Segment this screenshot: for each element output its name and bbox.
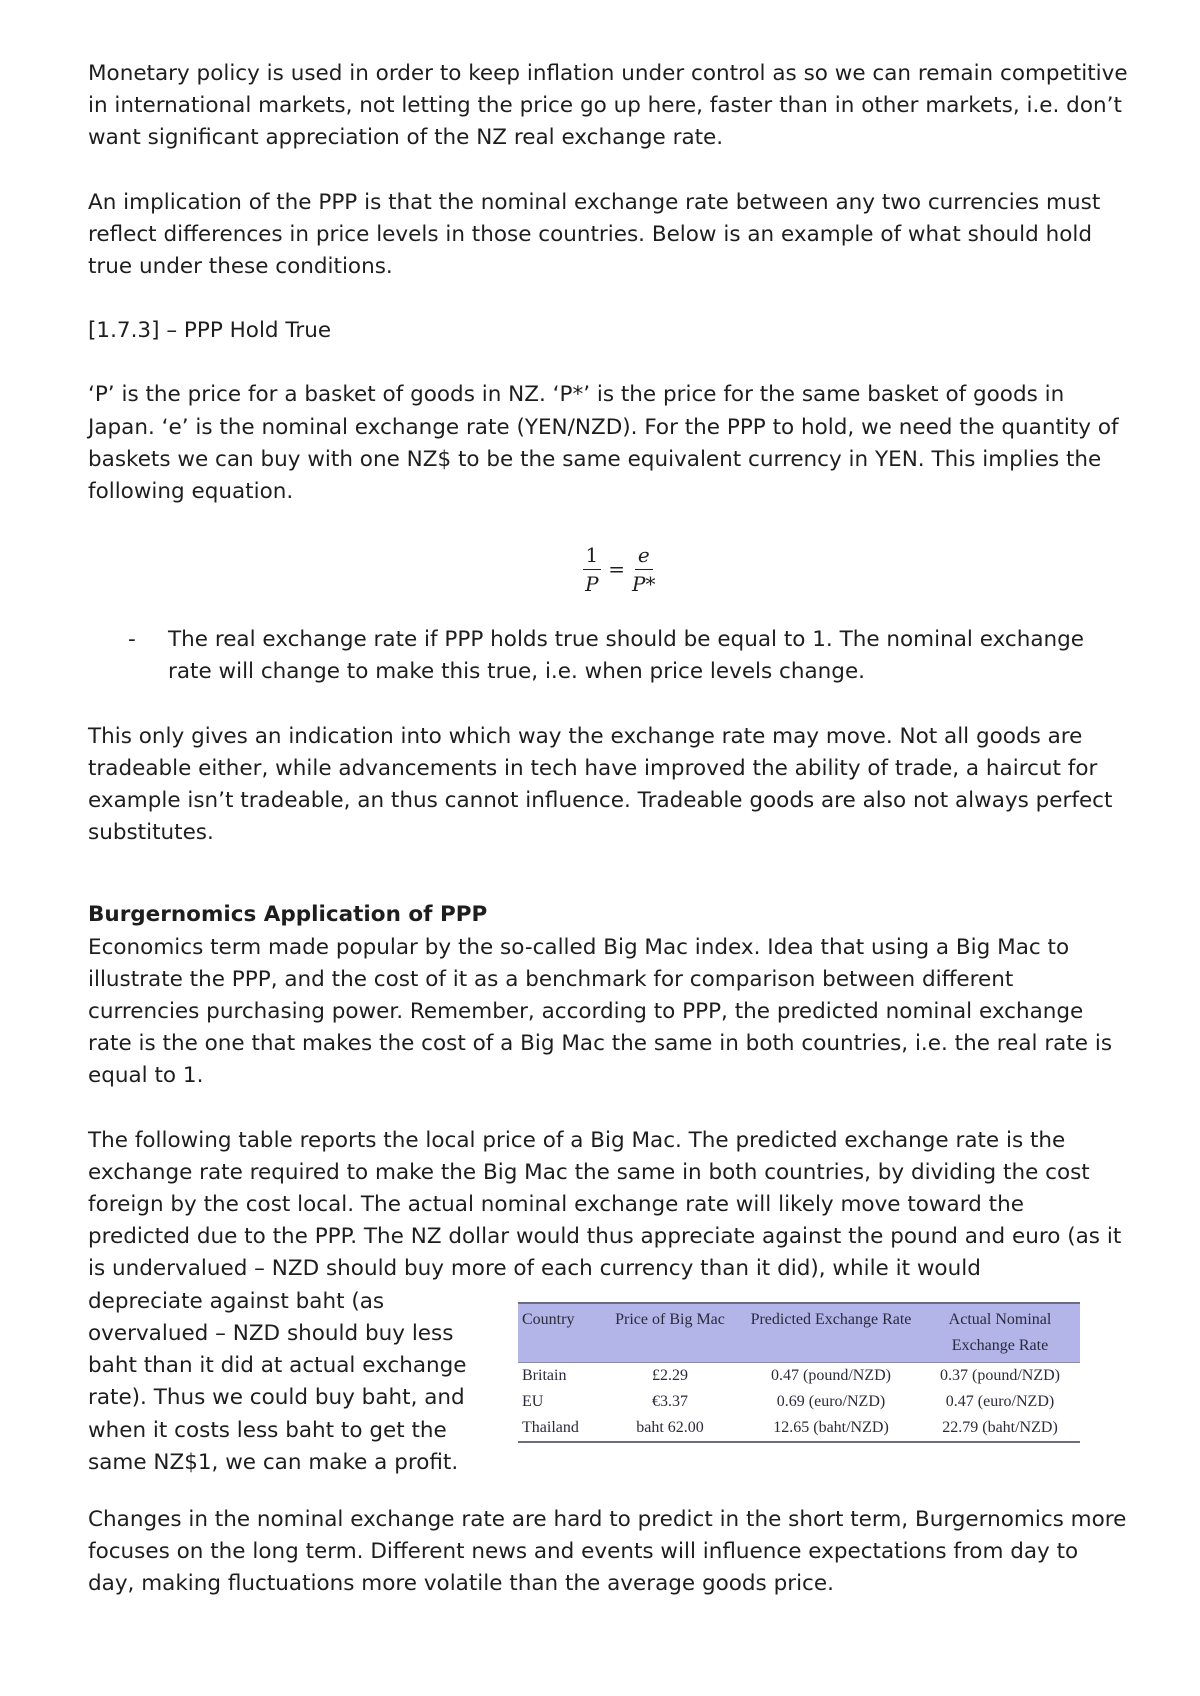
header-actual-rate: Actual Nominal Exchange Rate [920,1304,1080,1363]
equation-right-denominator: P* [632,571,656,596]
equation-right-numerator: e [635,543,653,570]
cell-actual-rate: 0.47 (euro/NZD) [945,1392,1055,1410]
bullet-item [88,624,1128,688]
equation-right-fraction [632,543,655,596]
section-reference: [1.7.3] – PPP Hold True [88,318,332,344]
heading-burgernomics: Burgernomics Application of PPP [88,902,488,928]
cell-country: Thailand [522,1418,579,1436]
cell-predicted-rate: 12.65 (baht/NZD) [773,1418,889,1436]
cell-price: £2.29 [652,1366,688,1384]
cell-price: €3.37 [652,1392,688,1410]
cell-price: baht 62.00 [636,1418,704,1436]
cell-country: EU [522,1392,544,1410]
paragraph-ppp-implication: An implication of the PPP is that the nominal exchange rate between any two currencies must reflect differences in price levels in those countries. Below is an example of what should hold true under these conditions. [88,189,1101,280]
cell-predicted-rate: 0.47 (pound/NZD) [771,1366,891,1384]
ppp-equation [88,538,1128,600]
table-row [518,1362,1080,1389]
bullet-text: The real exchange rate if PPP holds true should be equal to 1. The nominal exchange rate will change to make this true, i.e. when price levels change. [168,627,1085,685]
header-country: Country [518,1304,598,1363]
cell-country: Britain [522,1366,567,1384]
cell-actual-rate: 0.37 (pound/NZD) [940,1366,1060,1384]
paragraph-table-intro: The following table reports the local price of a Big Mac. The predicted exchange rate is the exchange rate required to make the Big Mac the same in both countries, by dividing the cost foreign by the cost local. The actual nominal exchange rate will likely move toward the predicted due to the PPP. The NZ dollar would thus appreciate against the pound and euro (as it is undervalued – NZD should buy more of each currency than it did), while it would [88,1127,1122,1282]
paragraph-monetary-policy: Monetary policy is used in order to keep inflation under control as so we can remain competitive in international markets, not letting the price go up here, faster than in other markets, i.e. don’t want significant appreciation of the NZ real exchange rate. [88,61,1128,151]
cell-actual-rate: 22.79 (baht/NZD) [942,1418,1058,1436]
equation-equals-sign: = [608,557,626,582]
cell-predicted-rate: 0.69 (euro/NZD) [776,1392,886,1410]
table-wrap-zone [88,1286,1128,1476]
header-predicted-rate: Predicted Exchange Rate [742,1304,920,1363]
big-mac-table [518,1302,1080,1443]
table-row [518,1389,1080,1415]
bullet-marker: - [128,627,136,653]
table-header-row [518,1304,1080,1363]
paragraph-table-wrap: depreciate against baht (as overvalued – NZD should buy less baht than it did at actual exchange rate). Thus we could buy baht, and when it costs less baht to get the same NZ$1, we can make a profit. [88,1288,467,1475]
paragraph-indication: This only gives an indication into which way the exchange rate may move. Not all goods are tradeable either, while advancements in tech have improved the ability of trade, a haircut for example isn’t tradeable, an thus cannot influence. Tradeable goods are also not always perfect substitutes. [88,723,1113,846]
equation-left-denominator: P [585,571,599,596]
paragraph-burgernomics-intro: Economics term made popular by the so-called Big Mac index. Idea that using a Big Mac to illustrate the PPP, and the cost of it as a benchmark for comparison between different currencies purchasing power. Remember, according to PPP, the predicted nominal exchange rate is the one that makes the cost of a Big Mac the same in both countries, i.e. the real rate is equal to 1. [88,934,1113,1089]
table-row [518,1415,1080,1441]
paragraph-closing: Changes in the nominal exchange rate are hard to predict in the short term, Burgernomics more focuses on the long term. Different news and events will influence expectations from day to day, making fluctuations more volatile than the average goods price. [88,1506,1127,1597]
document-page [88,58,1128,1600]
paragraph-definitions: ‘P’ is the price for a basket of goods in NZ. ‘P*’ is the price for the same basket of goods in Japan. ‘e’ is the nominal exchange rate (YEN/NZD). For the PPP to hold, we need the quantity of baskets we can buy with one NZ$ to be the same equivalent currency in YEN. This implies the following equation. [88,382,1119,505]
equation-left-numerator: 1 [583,543,602,570]
header-price: Price of Big Mac [598,1304,742,1363]
equation-left-fraction [583,543,602,596]
